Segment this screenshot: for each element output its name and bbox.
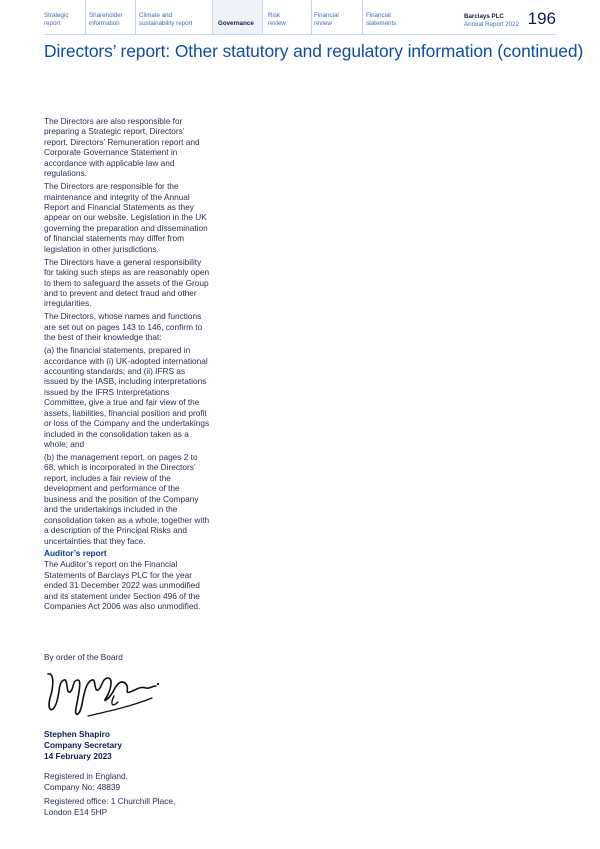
paragraph-auditor-report: The Auditor’s report on the Financial Statements of Barclays PLC for the year ended 31 December 2022 was unmodified and its statement under Section 496 of the Companies Act 2006 was also unmodified.	[44, 559, 201, 612]
signature-image	[40, 664, 170, 724]
paragraph-strategic-report: The Directors are also responsible for preparing a Strategic report, Directors’ report, Directors’ Remuneration report and Corporate Governance Statement in accordance with applicable law and regulations.	[44, 116, 200, 179]
registration-details	[44, 771, 175, 817]
nav-tab-line2: review	[268, 20, 286, 27]
registered-postcode: London E14 5HP	[44, 806, 108, 817]
section-navigation	[44, 0, 556, 34]
paragraph-management-report: (b) the management report, on pages 2 to 68, which is incorporated in the Directors’ report, includes a fair review of the development and performance of the business and the position of the Company and the undertakings included in the consolidation taken as a whole, together with a description of the Principal Risks and uncertainties that they face.	[44, 452, 210, 546]
nav-divider	[311, 0, 312, 34]
nav-tab-line1: Financial	[314, 12, 339, 19]
nav-tab-climate-sustainability[interactable]	[139, 12, 192, 28]
nav-tab-line2: report	[44, 20, 61, 27]
nav-tab-line1: Strategic	[44, 12, 69, 19]
nav-divider	[362, 0, 363, 34]
nav-tab-line1: Shareholder	[89, 12, 123, 19]
nav-tab-line1: Financial	[366, 12, 391, 19]
signatory	[44, 729, 122, 762]
nav-divider	[212, 0, 213, 34]
paragraph-website-maintenance: The Directors are responsible for the maintenance and integrity of the Annual Report and Financial Statements as they appear on our website. Legislation in the UK governing the preparation and dissemination of financial statements may differ from legislation in other jurisdictions.	[44, 181, 208, 254]
nav-tab-strategic-report[interactable]	[44, 12, 68, 28]
registered-office: Registered office: 1 Churchill Place,	[44, 796, 176, 806]
nav-tab-risk-review[interactable]	[268, 12, 286, 28]
nav-tab-financial-statements[interactable]	[366, 12, 396, 28]
nav-divider	[135, 0, 136, 34]
body-column	[44, 116, 210, 614]
report-brand	[464, 13, 519, 29]
by-order-of-board: By order of the Board	[44, 652, 123, 662]
nav-divider	[262, 0, 263, 34]
brand-report: Annual Report 2022	[464, 21, 520, 28]
nav-tab-governance[interactable]	[218, 12, 254, 28]
page-number: 196	[527, 9, 556, 28]
brand-name: Barclays PLC	[464, 13, 504, 20]
nav-tab-line2: sustainability report	[139, 20, 193, 27]
nav-tab-line2: statements	[366, 20, 397, 27]
nav-tab-line2: review	[314, 20, 332, 27]
signatory-name: Stephen Shapiro	[44, 729, 110, 739]
nav-tab-label: Governance	[218, 20, 254, 27]
page-title: Directors’ report: Other statutory and regulatory information (continued)	[44, 41, 584, 61]
paragraph-safeguard-assets: The Directors have a general responsibility for taking such steps as are reasonably open to them to safeguard the assets of the Group and to prevent and detect fraud and other irregularities.	[44, 256, 210, 309]
signatory-role: Company Secretary	[44, 740, 122, 750]
paragraph-financial-statements: (a) the financial statements, prepared in accordance with (i) UK-adopted international accounting standards; and (ii) IFRS as issued by the IASB, including interpretations issued by the IFRS Interpretations Committee, give a true and fair view of the assets, liabilities, financial position and profit or loss of the Company and the undertakings included in the consolidation taken as a whole; and	[44, 345, 210, 450]
company-number: Company No: 48839	[44, 781, 121, 792]
nav-tab-line1: Climate and	[139, 12, 173, 19]
registered-country: Registered in England.	[44, 771, 128, 781]
nav-tab-line2: information	[89, 20, 120, 27]
signatory-date: 14 February 2023	[44, 751, 112, 761]
nav-tab-shareholder-information[interactable]	[89, 12, 123, 28]
nav-divider	[85, 0, 86, 34]
nav-tab-line1: Risk	[268, 12, 281, 19]
nav-tab-financial-review[interactable]	[314, 12, 339, 28]
header-rule	[44, 34, 556, 35]
auditor-heading: Auditor’s report	[44, 548, 107, 559]
paragraph-directors-confirm: The Directors, whose names and functions are set out on pages 143 to 146, confirm to the best of their knowledge that:	[44, 311, 203, 343]
